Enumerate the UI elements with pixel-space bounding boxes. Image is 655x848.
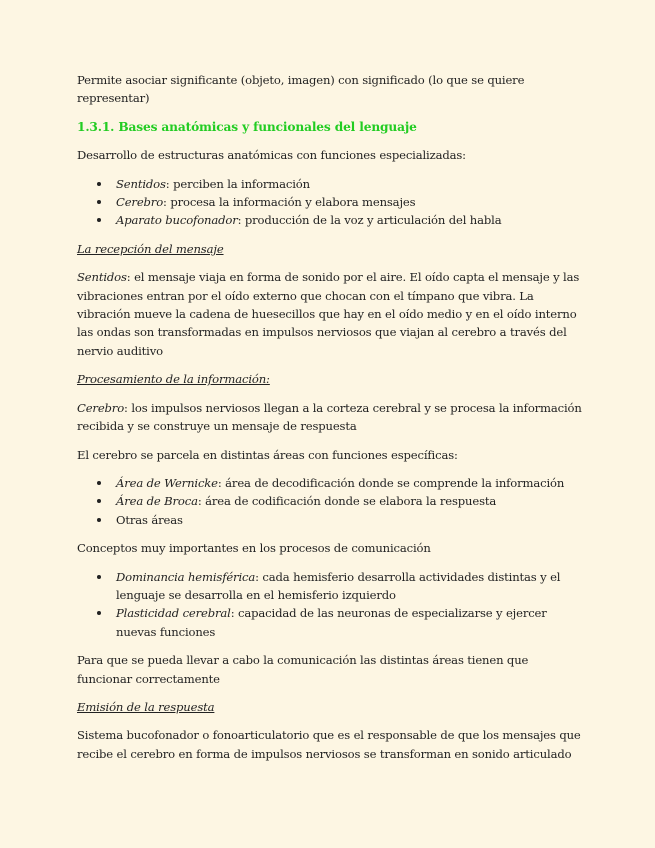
- reception-term: Sentidos: [77, 270, 127, 285]
- list-item-desc: : producción de la voz y articulación del habla: [237, 213, 502, 228]
- reception-text: : el mensaje viaja en forma de sonido por el aire. El oído capta el mensaje y las vibraciones entran por el oído externo que chocan con el tímpano que vibra. La vibración mueve la cadena de huesecillos que hay en el oído medio y en el oído interno las ondas son transformadas en impulsos nerviosos que viajan al cerebro a través del nervio auditivo: [77, 270, 580, 358]
- intro-paragraph: Permite asociar significante (objeto, imagen) con significado (lo que se quiere representar): [77, 73, 525, 106]
- subheading-processing: Procesamiento de la información:: [77, 372, 270, 387]
- areas-intro: El cerebro se parcela en distintas áreas con funciones específicas:: [77, 447, 458, 462]
- section-heading: 1.3.1. Bases anatómicas y funcionales del lenguaje: [77, 119, 417, 134]
- list-item: [116, 193, 585, 211]
- subheading-emission: Emisión de la respuesta: [77, 699, 215, 714]
- list-item-term: Área de Broca: [116, 494, 198, 509]
- concepts-list: [77, 568, 585, 642]
- subheading-reception: La recepción del mensaje: [77, 241, 224, 256]
- list-item: [116, 474, 585, 492]
- structures-list: [77, 175, 585, 230]
- list-item: [116, 511, 585, 529]
- list-item-term: Plasticidad cerebral: [116, 606, 231, 621]
- list-item-term: Dominancia hemisférica: [116, 569, 256, 584]
- list-item: [116, 175, 585, 193]
- list-item-desc: : cada hemisferio desarrolla actividades distintas y el lenguaje se desarrolla en el hemisferio izquierdo: [116, 569, 561, 602]
- processing-text: : los impulsos nerviosos llegan a la corteza cerebral y se procesa la información recibida y se construye un mensaje de respuesta: [77, 400, 582, 434]
- emission-paragraph: Sistema bucofonador o fonoarticulatorio que es el responsable de que los mensajes que recibe el cerebro en forma de impulsos nerviosos se transforman en sonido articulado: [77, 728, 581, 761]
- list-item-desc: : área de decodificación donde se comprende la información: [217, 475, 565, 490]
- reception-paragraph: [77, 268, 585, 360]
- areas-list: [77, 474, 585, 529]
- concepts-intro: Conceptos muy importantes en los procesos de comunicación: [77, 541, 431, 556]
- list-item-term: Área de Wernicke: [116, 475, 218, 490]
- communication-paragraph: Para que se pueda llevar a cabo la comunicación las distintas áreas tienen que funcionar correctamente: [77, 653, 529, 686]
- processing-term: Cerebro: [77, 400, 125, 415]
- list-item: [116, 492, 585, 510]
- list-item-desc: : capacidad de las neuronas de especializarse y ejercer nuevas funciones: [116, 606, 547, 639]
- list-item-desc: : perciben la información: [165, 176, 310, 191]
- processing-paragraph: [77, 399, 585, 436]
- list-item-term: Aparato bucofonador: [116, 213, 238, 228]
- list-item-term: Sentidos: [116, 176, 166, 191]
- list-item: [116, 568, 585, 605]
- list-item-desc: Otras áreas: [116, 512, 183, 527]
- list-item: [116, 604, 585, 641]
- list-item-desc: : área de codificación donde se elabora la respuesta: [197, 494, 497, 509]
- list-item-desc: : procesa la información y elabora mensajes: [163, 195, 416, 210]
- list-item: [116, 211, 585, 229]
- structures-intro: Desarrollo de estructuras anatómicas con funciones especializadas:: [77, 148, 466, 163]
- list-item-term: Cerebro: [116, 195, 164, 210]
